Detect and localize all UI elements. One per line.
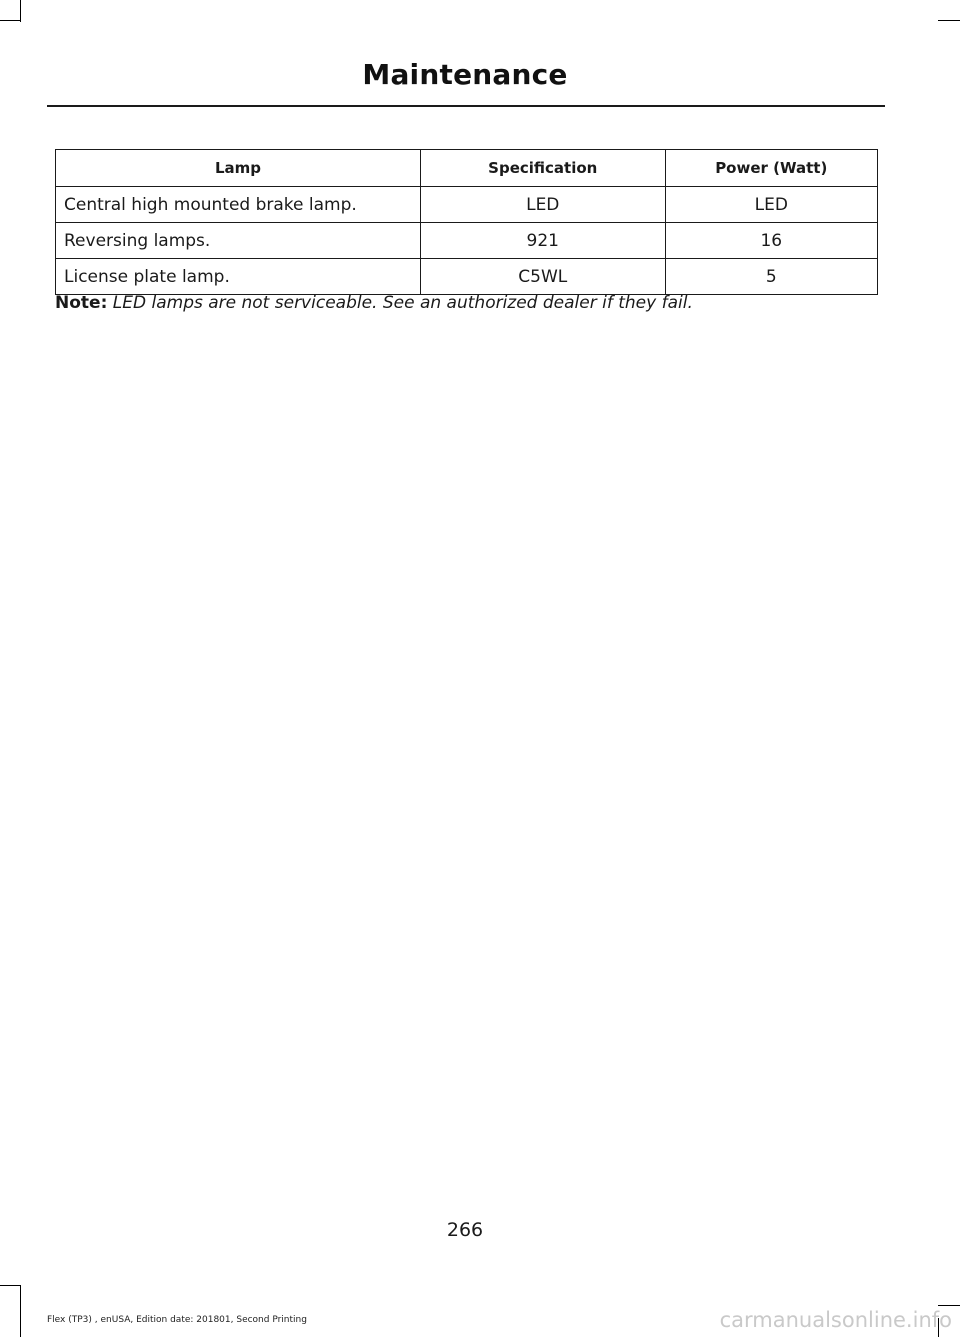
note bbox=[55, 293, 693, 313]
lamp-cell: Central high mounted brake lamp. bbox=[56, 187, 421, 223]
column-header-specification: Specification bbox=[420, 150, 665, 187]
crop-mark bbox=[0, 20, 21, 21]
title-divider bbox=[47, 105, 885, 107]
crop-mark bbox=[0, 1285, 21, 1286]
power-cell: 5 bbox=[665, 259, 877, 295]
note-text: LED lamps are not serviceable. See an authorized dealer if they fail. bbox=[112, 293, 693, 313]
power-cell: 16 bbox=[665, 223, 877, 259]
footer-edition-info: Flex (TP3) , enUSA, Edition date: 201801, Second Printing bbox=[47, 1315, 307, 1325]
column-header-lamp: Lamp bbox=[56, 150, 421, 187]
page-number: 266 bbox=[446, 1219, 484, 1241]
crop-mark bbox=[20, 1285, 21, 1337]
crop-mark bbox=[20, 0, 21, 22]
specification-cell: LED bbox=[420, 187, 665, 223]
lamp-cell: License plate lamp. bbox=[56, 259, 421, 295]
column-header-power: Power (Watt) bbox=[665, 150, 877, 187]
specification-cell: 921 bbox=[420, 223, 665, 259]
crop-mark bbox=[938, 1305, 960, 1306]
crop-mark bbox=[938, 20, 960, 21]
specification-cell: C5WL bbox=[420, 259, 665, 295]
lamp-cell: Reversing lamps. bbox=[56, 223, 421, 259]
power-cell: LED bbox=[665, 187, 877, 223]
note-label: Note: bbox=[55, 293, 108, 313]
table-header-row bbox=[56, 150, 878, 187]
page-title: Maintenance bbox=[362, 58, 568, 91]
table-row bbox=[56, 259, 878, 295]
watermark: carmanualsonline.info bbox=[719, 1308, 952, 1332]
lamp-specification-table bbox=[55, 149, 878, 295]
table-row bbox=[56, 187, 878, 223]
table-row bbox=[56, 223, 878, 259]
